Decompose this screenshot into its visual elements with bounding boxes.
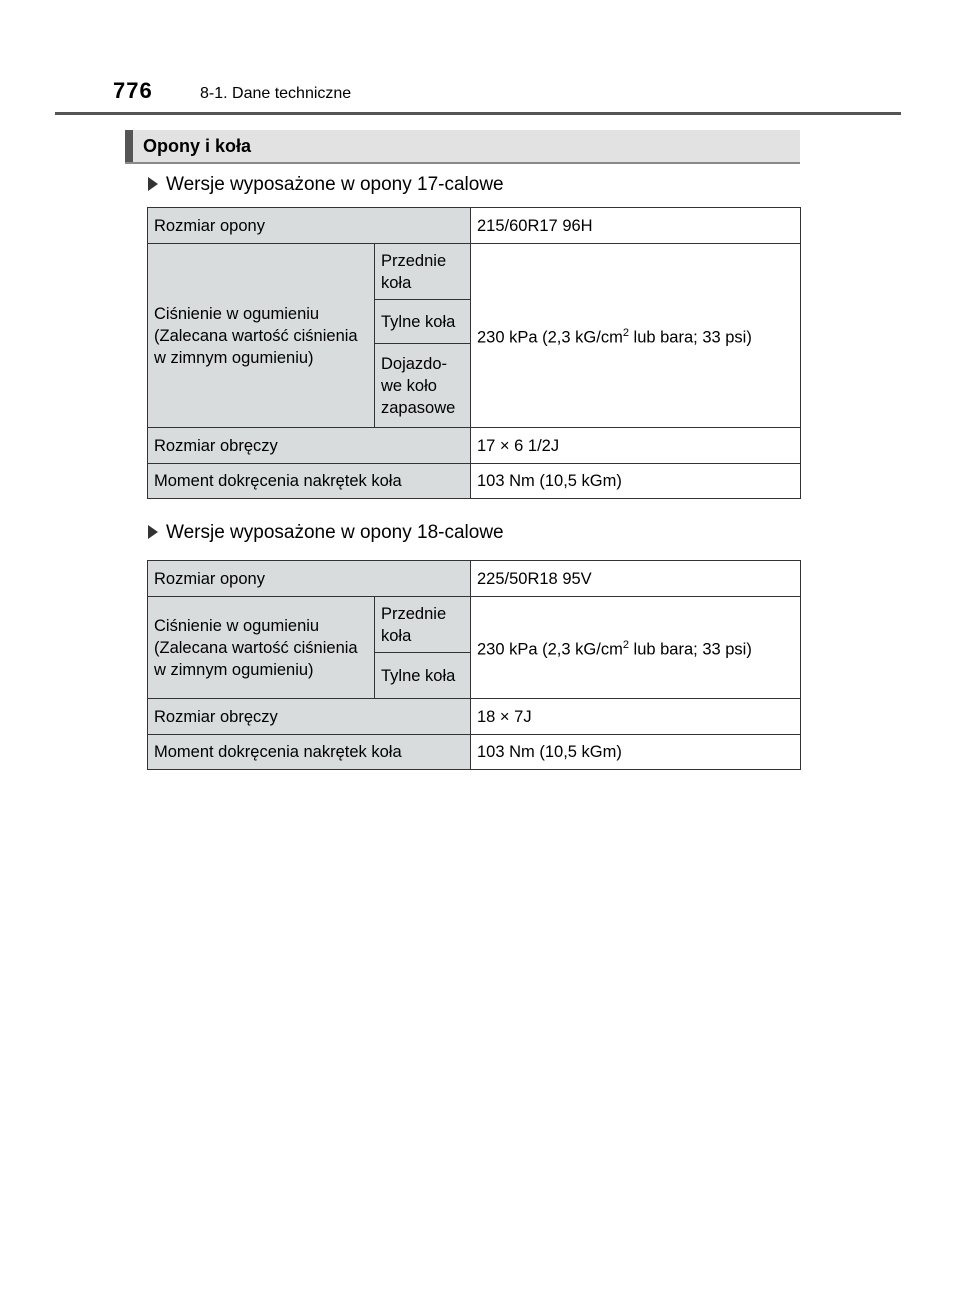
front-wheels-label: Przednie koła [375, 597, 471, 653]
rim-size-label: Rozmiar obręczy [148, 428, 471, 464]
pressure-value-main: 230 kPa (2,3 kG/cm [477, 640, 623, 659]
rear-wheels-label: Tylne koła [375, 653, 471, 699]
section-accent [125, 130, 133, 162]
tire-size-label: Rozmiar opony [148, 208, 471, 244]
front-wheels-label: Przednie koła [375, 244, 471, 300]
rim-size-value: 18 × 7J [471, 699, 801, 735]
pressure-label: Ciśnienie w ogumieniu (Zalecana wartość ciśnienia w zimnym ogumieniu) [148, 244, 375, 428]
pressure-value-end: lub bara; 33 psi) [628, 640, 752, 659]
torque-value: 103 Nm (10,5 kGm) [471, 464, 801, 499]
table-row [148, 428, 801, 464]
triangle-bullet-icon [148, 177, 158, 191]
table-row [148, 464, 801, 499]
triangle-bullet-icon [148, 525, 158, 539]
pressure-value-sup: 2 [622, 327, 629, 340]
tire-size-value: 225/50R18 95V [471, 561, 801, 597]
tire-size-label: Rozmiar opony [148, 561, 471, 597]
rim-size-value: 17 × 6 1/2J [471, 428, 801, 464]
group1-heading [148, 174, 504, 196]
pressure-label: Ciśnienie w ogumieniu (Zalecana wartość ciśnienia w zimnym ogumieniu) [148, 597, 375, 699]
tire-table-18 [147, 560, 801, 770]
table-row [148, 735, 801, 770]
section-title: Opony i koła [143, 136, 252, 156]
table-row [148, 597, 801, 653]
torque-label: Moment dokręcenia nakrętek koła [148, 464, 471, 499]
pressure-value [471, 597, 801, 699]
tire-table-17 [147, 207, 801, 499]
pressure-value-main: 230 kPa (2,3 kG/cm [477, 328, 623, 347]
pressure-value [471, 244, 801, 428]
table-row [148, 208, 801, 244]
rim-size-label: Rozmiar obręczy [148, 699, 471, 735]
table-row [148, 244, 801, 300]
group1-heading-text: Wersje wyposażone w opony 17-calowe [166, 174, 504, 195]
torque-value: 103 Nm (10,5 kGm) [471, 735, 801, 770]
page-number: 776 [113, 78, 153, 103]
section-title-bar [125, 130, 800, 164]
spare-wheel-label: Dojazdo-we koło zapasowe [375, 344, 471, 428]
rear-wheels-label: Tylne koła [375, 300, 471, 344]
group2-heading [148, 522, 504, 544]
tire-size-value: 215/60R17 96H [471, 208, 801, 244]
pressure-value-end: lub bara; 33 psi) [628, 328, 752, 347]
header-rule [55, 112, 901, 115]
table-row [148, 561, 801, 597]
chapter-title: 8-1. Dane techniczne [200, 85, 352, 102]
torque-label: Moment dokręcenia nakrętek koła [148, 735, 471, 770]
table-row [148, 699, 801, 735]
group2-heading-text: Wersje wyposażone w opony 18-calowe [166, 522, 504, 543]
pressure-value-sup: 2 [622, 639, 629, 652]
